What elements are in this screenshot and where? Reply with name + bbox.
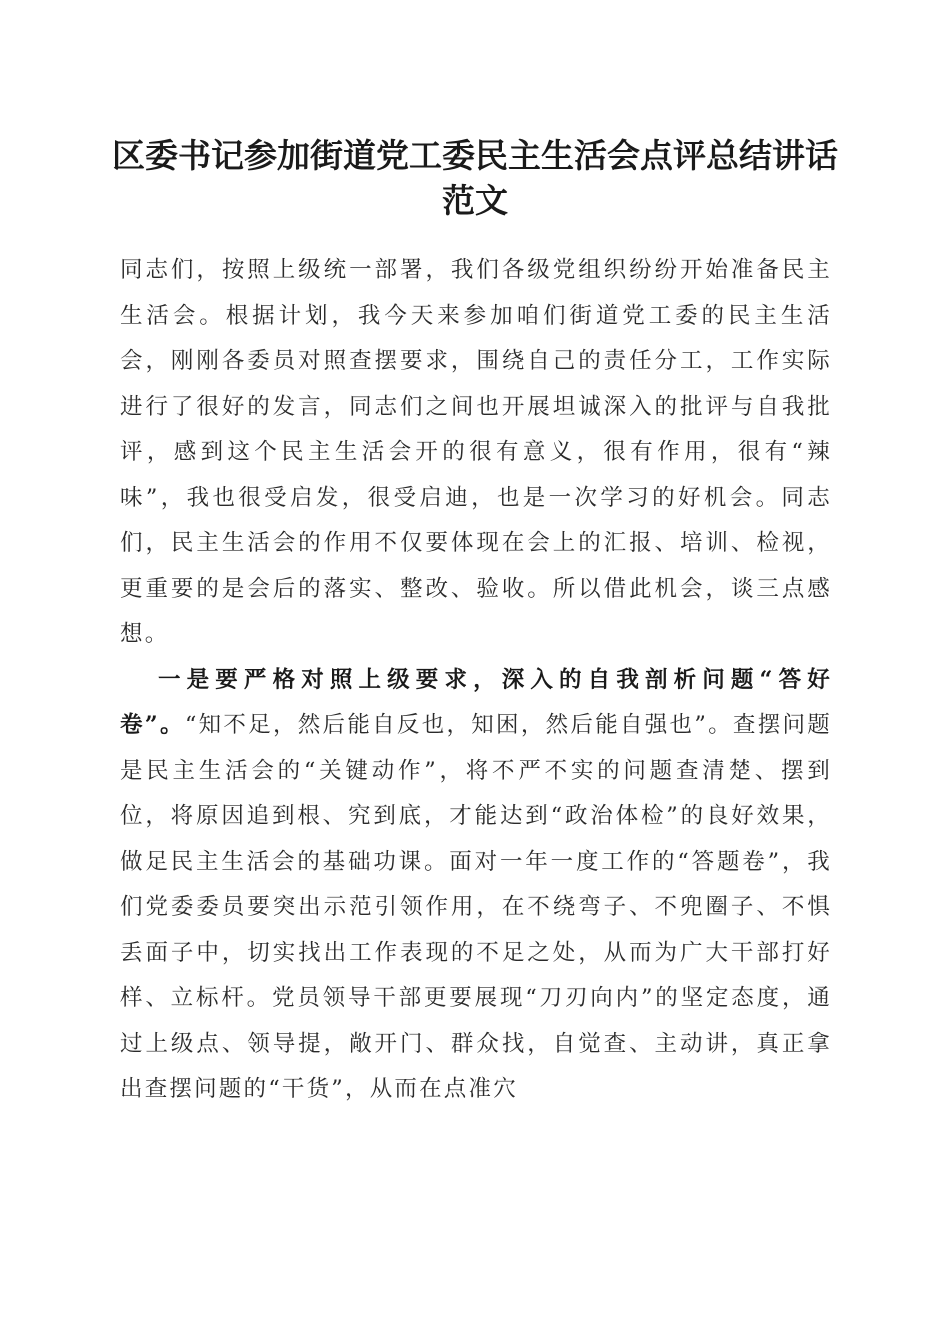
paragraph-intro: [120, 248, 832, 658]
paragraph-point-one-lead: 一是要严格对照上级要求，深入的自我剖析问题“答好卷”。: [120, 666, 832, 738]
document-body: [120, 248, 832, 1113]
paragraph-intro-text: 同志们，按照上级统一部署，我们各级党组织纷纷开始准备民主生活会。根据计划，我今天来参加咱们街道党工委的民主生活会，刚刚各委员对照查摆要求，围绕自己的责任分工，工作实际进行了很好的发言，同志们之间也开展坦诚深入的批评与自我批评，感到这个民主生活会开的很有意义，很有作用，很有“辣味”，我也很受启发，很受启迪，也是一次学习的好机会。同志们，民主生活会的作用不仅要体现在会上的汇报、培训、检视，更重要的是会后的落实、整改、验收。所以借此机会，谈三点感想。: [120, 257, 832, 647]
paragraph-point-one-text: “知不足，然后能自反也，知困，然后能自强也”。查摆问题是民主生活会的“关键动作”，将不严不实的问题查清楚、摆到位，将原因追到根、究到底，才能达到“政治体检”的良好效果，做足民主生活会的基础功课。面对一年一度工作的“答题卷”，我们党委委员要突出示范引领作用，在不绕弯子、不兜圈子、不惧丢面子中，切实找出工作表现的不足之处，从而为广大干部打好样、立标杆。党员领导干部更要展现“刀刃向内”的坚定态度，通过上级点、领导提，敞开门、群众找，自觉查、主动讲，真正拿出查摆问题的“干货”，从而在点准穴: [120, 712, 832, 1102]
document-title: 区委书记参加街道党工委民主生活会点评总结讲话范文: [112, 136, 838, 220]
paragraph-point-one: [120, 658, 832, 1113]
